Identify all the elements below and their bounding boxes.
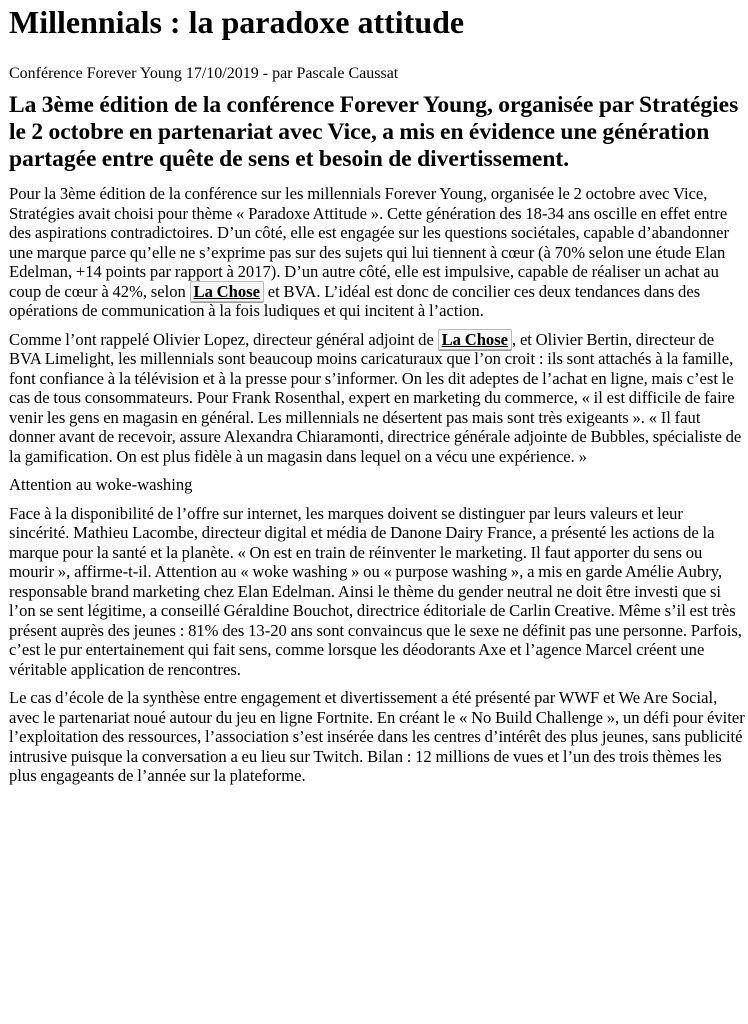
paragraph-2-text-b: , et Olivier Bertin, directeur de BVA Limelight, les millennials sont beaucoup moins caricaturaux que l’on croit : ils sont attachés à la famille, font confiance à la télévision et à la presse pour s’informer. On les dit adeptes de l’achat en ligne, mais c’est le cas de tous consommateurs. Pour Frank Rosenthal, expert en marketing du commerce, « il est difficile de faire venir les gens en magasin en général. Les millennials ne désertent pas mais sont très exigeants ». « Il faut donner avant de recevoir, assure Alexandra Chiaramonti, directrice générale adjointe de Bubbles, spécialiste de la gamification. On est plus fidèle à un magasin dans lequel on a vécu une expérience. » (9, 329, 742, 466)
paragraph-1 (9, 184, 746, 321)
paragraph-2-text-a: Comme l’ont rappelé Olivier Lopez, directeur général adjoint de (9, 329, 438, 349)
article-title: Millennials : la paradoxe attitude (9, 4, 465, 40)
paragraph-1-text-a: Pour la 3ème édition de la conférence sur les millennials Forever Young, organisée le 2 octobre avec Vice, Stratégies avait choisi pour thème « Paradoxe Attitude ». Cette génération des 18-34 ans oscille en effet entre des aspirations contradictoires. D’un côté, elle est engagée sur les questions sociétales, capable d’abandonner une marque parce qu’elle ne s’exprime pas sur des sujets qui lui tiennent à cœur (à 70% selon une étude Elan Edelman, +14 points par rapport à 2017). D’un autre côté, elle est impulsive, capable de réaliser un achat au coup de cœur à 42%, selon (9, 184, 730, 301)
la-chose-link-1[interactable]: La Chose (190, 281, 264, 302)
article-byline: Conférence Forever Young 17/10/2019 - par Pascale Caussat (9, 65, 399, 82)
la-chose-link-2[interactable]: La Chose (438, 329, 512, 350)
section-subheading: Attention au woke-washing (9, 475, 193, 494)
paragraph-3: Face à la disponibilité de l’offre sur internet, les marques doivent se distinguer par leurs valeurs et leur sincérité. Mathieu Lacombe, directeur digital et média de Danone Dairy France, a présenté les actions de la marque pour la santé et la planète. « On est en train de réinventer le marketing. Il faut apporter du sens ou mourir », affirme-t-il. Attention au « woke washing » ou « purpose washing », a mis en garde Amélie Aubry, responsable brand marketing chez Elan Edelman. Ainsi le thème du gender neutral ne doit être investi que si l’on se sent légitime, a conseillé Géraldine Bouchot, directrice éditoriale de Carlin Creative. Même s’il est très présent auprès des jeunes : 81% des 13-20 ans sont convaincus que le sexe ne définit pas une personne. Parfois, c’est le pur entertainement qui fait sens, comme lorsque les déodorants Axe et l’agence Marcel créent une véritable application de rencontres. (9, 503, 742, 679)
paragraph-4: Le cas d’école de la synthèse entre engagement et divertissement a été présenté par WWF et We Are Social, avec le partenariat noué autour du jeu en ligne Fortnite. En créant le « No Build Challenge », un défi pour éviter l’exploitation des ressources, l’association s’est insérée dans les centres d’intérêt des plus jeunes, sans publicité intrusive puisque la conversation a eu lieu sur Twitch. Bilan : 12 millions de vues et l’un des trois thèmes les plus engageants de l’année sur la plateforme. (9, 688, 745, 785)
paragraph-2 (9, 330, 746, 467)
article-lead: La 3ème édition de la conférence Forever Young, organisée par Stratégies le 2 octobre en partenariat avec Vice, a mis en évidence une génération partagée entre quête de sens et besoin de divertissement. (9, 92, 739, 172)
paragraph-1-text-b: et BVA. L’idéal est donc de concilier ces deux tendances dans des opérations de communication à la fois ludiques et qui incitent à l’action. (9, 281, 701, 320)
